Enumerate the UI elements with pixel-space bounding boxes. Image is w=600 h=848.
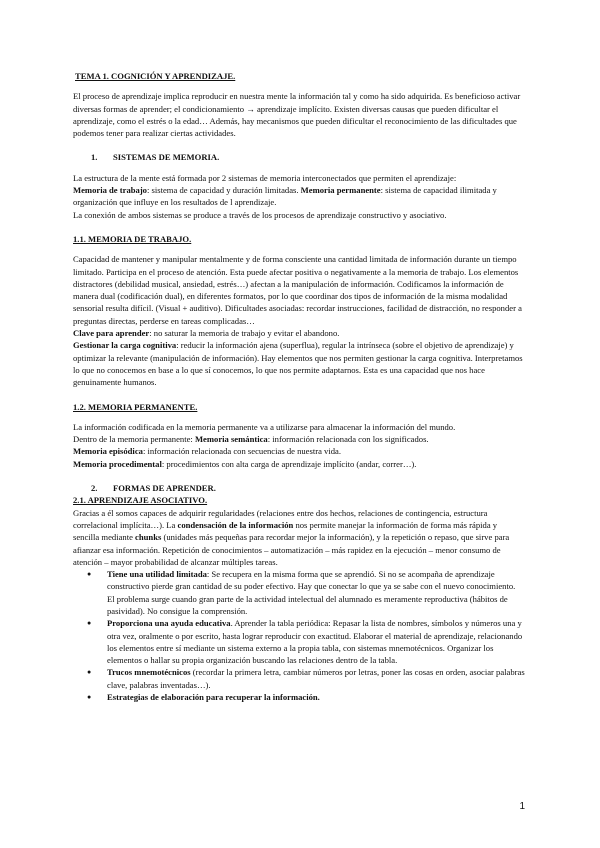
term-permanent-memory: Memoria permanente — [300, 185, 381, 196]
definition-text: : procedimientos con alta carga de aprendizaje implícito (andar, correr…). — [161, 458, 417, 469]
list-item-term: Trucos mnemotécnicos — [107, 667, 191, 678]
section-1-paragraph-1: La estructura de la mente está formada por 2 sistemas de memoria interconectados que permiten el aprendizaje: — [73, 172, 457, 183]
section-1-1-heading: 1.1. MEMORIA DE TRABAJO. — [73, 233, 192, 244]
term-chunks: chunks — [135, 532, 162, 543]
body-text: (unidades más pequeñas para recordar mejor la información), y la repetición o repaso, que sirve para afianzar esa información. Repetición de conocimientos – automatización – más rapidez en la ejecución – menor consumo de atención – mayor probabilidad de alcanzar múltiples tareas. — [73, 532, 510, 567]
associative-learning-list — [73, 568, 525, 703]
term-key-to-learn: Clave para aprender — [73, 328, 150, 339]
term-procedural-memory: Memoria procedimental — [73, 458, 162, 469]
section-1-2-paragraph-4 — [73, 458, 525, 470]
term-episodic-memory: Memoria episódica — [73, 446, 143, 457]
section-2-1-paragraph-1 — [73, 507, 525, 568]
section-2-title: FORMAS DE APRENDER. — [113, 483, 216, 494]
section-1-heading — [91, 151, 525, 163]
definition-text: : reducir la información ajena (superflua), regular la intrínseca (sobre el objetivo de aprendizaje) y optimizar la relevante (manipulación de información). Hay elementos que nos permiten gestionar la carga cognitiva. Interpretamos lo que no conocemos en base a lo que sí conocemos, lo que nos permite adaptarnos. Esta es una capacidad que nos hace genuinamente humanos. — [73, 340, 523, 388]
body-text: Gracias a él somos capaces de adquirir regularidades (relaciones entre dos hechos, relaciones de contingencia, estructura correlacional implícita…). La — [73, 507, 488, 530]
definition-text: : sistema de capacidad ilimitada y organización que influye en los resultados de l aprendizaje. — [73, 185, 497, 208]
term-working-memory: Memoria de trabajo — [73, 185, 147, 196]
definition-text: : sistema de capacidad y duración limitadas. — [146, 185, 301, 196]
definition-text: : información relacionada con los significados. — [267, 434, 429, 445]
list-item-term: Proporciona una ayuda educativa — [107, 618, 231, 629]
term-cognitive-load: Gestionar la carga cognitiva — [73, 340, 177, 351]
section-1-paragraph-3: La conexión de ambos sistemas se produce a través de los procesos de aprendizaje constructivo y asociativo. — [73, 209, 447, 220]
list-item — [87, 666, 525, 691]
term-condensation: condensación de la información — [177, 519, 294, 530]
section-1-paragraph-2 — [73, 184, 525, 209]
list-item-term: Tiene una utilidad limitada — [107, 569, 207, 580]
list-item — [87, 691, 525, 703]
definition-text: : información relacionada con secuencias de nuestra vida. — [142, 446, 341, 457]
list-item-text: . Aprender la tabla periódica: Repasar la lista de nombres, símbolos y números una y otra vez, oralmente o por escrito, hasta lograr reproducir con exactitud. Elaborar el material de aprendizaje, relacionando los elementos entre sí mediante un sistema externo a la propia tabla, con sistemas mnemotécnicos. Organizar los elementos o hallar su propia organización buscando las relaciones dentro de la tabla. — [107, 618, 523, 666]
intro-paragraph: El proceso de aprendizaje implica reproducir en nuestra mente la información tal y como ha sido adquirida. Es beneficioso activar diversas formas de aprender; el condicionamiento → aprendizaje implícito. Existen diversas causas que pueden dificultar el aprendizaje, como el estrés o la edad… Además, hay mecanismos que pueden dificultar el reconocimiento de las dificultades que podemos tener para realizar ciertas actividades. — [73, 91, 521, 139]
definition-text: : no saturar la memoria de trabajo y evitar el abandono. — [149, 328, 340, 339]
section-1-2-heading: 1.2. MEMORIA PERMANENTE. — [73, 401, 198, 412]
section-1-2-paragraph-2 — [73, 433, 525, 445]
section-1-1-paragraph-1: Capacidad de mantener y manipular mentalmente y de forma consciente una cantidad limitada de información durante un tiempo limitado. Participa en el proceso de atención. Esta puede afectar positiva o negativamente a la memoria de trabajo. Los elementos distractores (debilidad musical, ansiedad, estrés…) afectan a la manipulación de información. Codificamos la información de manera dual (codificación dual), en diferentes formatos, por lo que coordinar dos tipos de información de la misma modalidad sensorial resulta difícil. (Visual + auditivo). Dificultades asociadas: recordar instrucciones, facilidad de distracción, no responder a preguntas directas, perderse en tareas complicadas… — [73, 254, 522, 326]
section-1-title: SISTEMAS DE MEMORIA. — [113, 152, 220, 163]
section-2-1-heading: 2.1. APRENDIZAJE ASOCIATIVO. — [73, 495, 208, 506]
section-1-number: 1. — [91, 152, 98, 163]
page-title: TEMA 1. COGNICIÓN Y APRENDIZAJE. — [75, 71, 236, 81]
list-item-term: Estrategias de elaboración para recuperar la información. — [107, 692, 320, 703]
list-item — [87, 568, 525, 617]
document-page — [73, 70, 525, 703]
page-number: 1 — [519, 801, 525, 812]
list-item — [87, 617, 525, 666]
section-1-2-paragraph-3 — [73, 445, 525, 457]
list-item-text: (recordar la primera letra, cambiar números por letras, poner las cosas en orden, asociar palabras clave, palabras inventadas…). — [107, 667, 525, 690]
section-2-number: 2. — [91, 483, 98, 494]
list-item-text: : Se recupera en la misma forma que se aprendió. Si no se acompaña de aprendizaje constructivo pierde gran cantidad de su poder efectivo. Hay que conectar lo que ya se sabe con el nuevo conocimiento. El problema surge cuando gran parte de la actividad intelectual del alumnado es meramente reproductiva (hábitos de pasividad). No consigue la comprensión. — [107, 569, 516, 616]
section-2-heading — [91, 482, 525, 494]
body-text: nos permite manejar la información de forma más rápida y sencilla mediante — [73, 519, 498, 543]
section-1-2-paragraph-1: La información codificada en la memoria permanente va a utilizarse para almacenar la información del mundo. — [73, 421, 456, 432]
section-1-1-paragraph-3 — [73, 339, 525, 388]
section-1-1-paragraph-2 — [73, 327, 525, 339]
lead-text: Dentro de la memoria permanente: — [73, 434, 195, 445]
term-semantic-memory: Memoria semántica — [194, 434, 268, 445]
